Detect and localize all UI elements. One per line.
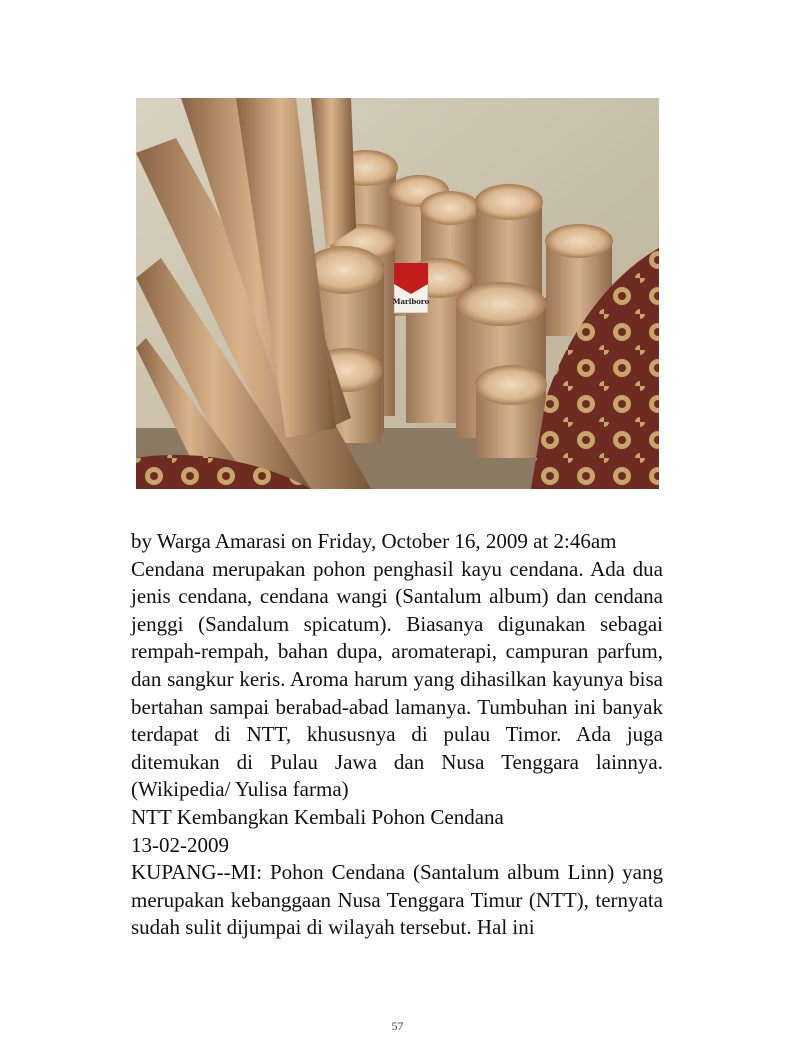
article-headline: NTT Kembangkan Kembali Pohon Cendana	[131, 804, 504, 829]
pack-brand-label: Marlboro	[392, 297, 430, 306]
article-date: 13-02-2009	[131, 832, 229, 857]
article-body: KUPANG--MI: Pohon Cendana (Santalum album Linn) yang merupakan kebanggaan Nusa Tenggara Timur (NTT), ternyata sudah sulit dijumpai di wilayah tersebut. Hal ini	[131, 860, 663, 940]
page-number: 57	[391, 1019, 404, 1033]
article-text	[131, 528, 663, 942]
sandalwood-photo	[136, 98, 659, 489]
intro-paragraph: Cendana merupakan pohon penghasil kayu cendana. Ada dua jenis cendana, cendana wangi (Santalum album) dan cendana jenggi (Sandalum spicatum). Biasanya digunakan sebagai rempah-rempah, bahan dupa, aromaterapi, campuran parfum, dan sangkur keris. Aroma harum yang dihasilkan kayunya bisa bertahan sampai berabad-abad lamanya. Tumbuhan ini banyak terdapat di NTT, khususnya di pulau Timor. Ada juga ditemukan di Pulau Jawa dan Nusa Tenggara lainnya. (Wikipedia/ Yulisa farma)	[131, 556, 663, 802]
byline: by Warga Amarasi on Friday, October 16, 2009 at 2:46am	[131, 529, 617, 553]
cigarette-pack	[393, 263, 430, 313]
